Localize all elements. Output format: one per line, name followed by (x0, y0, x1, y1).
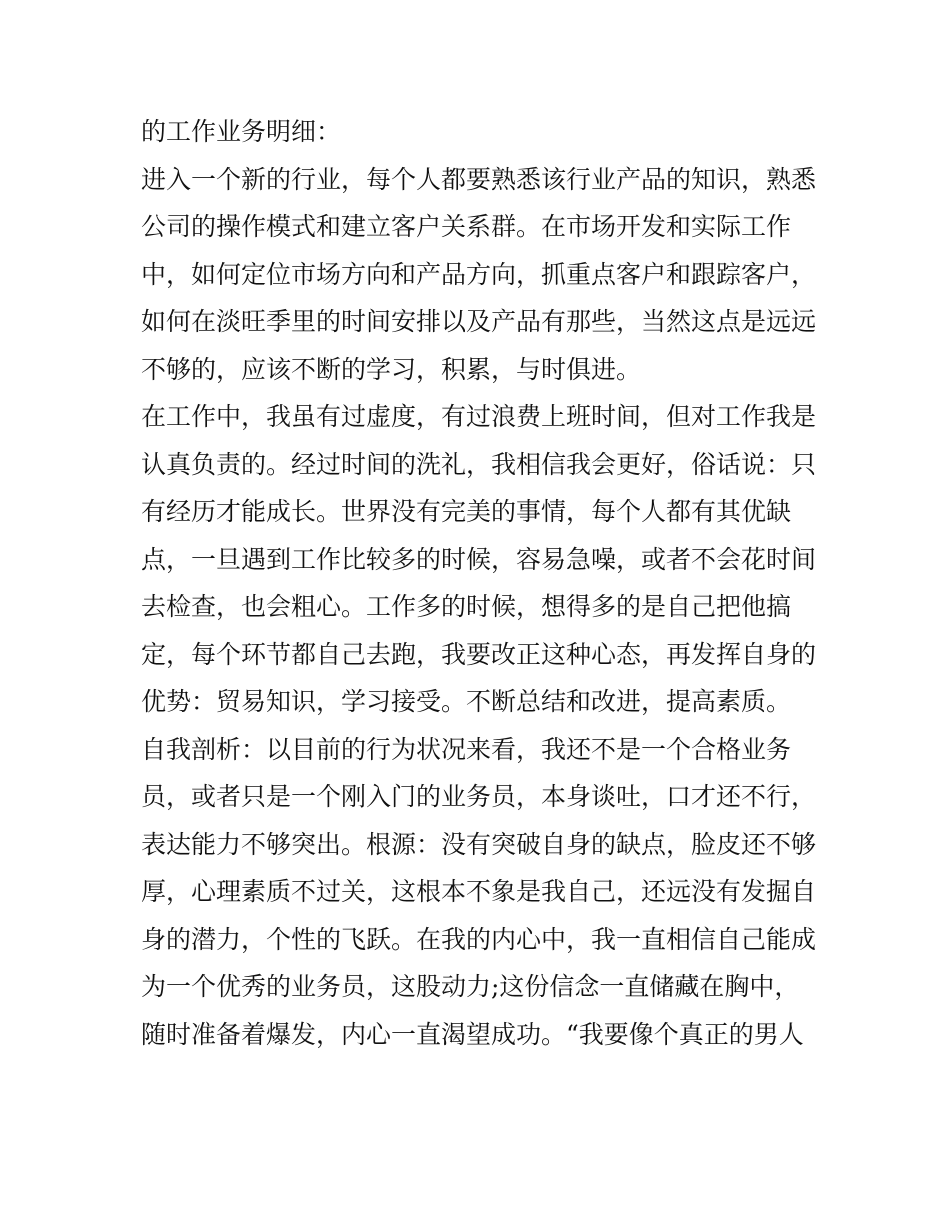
text-line: 去检查，也会粗心。工作多的时候，想得多的是自己把他搞 (141, 592, 792, 621)
text-line: 为一个优秀的业务员，这股动力;这份信念一直储藏在胸中， (141, 972, 800, 1001)
text-line: 中，如何定位市场方向和产品方向，抓重点客户和跟踪客户， (141, 259, 817, 289)
text-line: 的工作业务明细： (141, 117, 342, 146)
text-line: 进入一个新的行业，每个人都要熟悉该行业产品的知识，熟悉 (141, 164, 817, 194)
text-line: 随时准备着爆发，内心一直渴望成功。“我要像个真正的男人 (141, 1019, 804, 1049)
text-line: 表达能力不够突出。根源：没有突破自身的缺点，脸皮还不够 (141, 829, 817, 859)
text-line: 不够的，应该不断的学习，积累，与时俱进。 (141, 354, 642, 384)
text-line: 在工作中，我虽有过虚度，有过浪费上班时间，但对工作我是 (141, 402, 817, 431)
text-line: 有经历才能成长。世界没有完美的事情，每个人都有其优缺 (141, 497, 792, 526)
text-line: 自我剖析：以目前的行为状况来看，我还不是一个合格业务 (141, 734, 792, 764)
text-line: 员，或者只是一个刚入门的业务员，本身谈吐，口才还不行， (141, 782, 817, 811)
text-line: 身的潜力，个性的飞跃。在我的内心中，我一直相信自己能成 (141, 924, 817, 954)
text-line: 定，每个环节都自己去跑，我要改正这种心态，再发挥自身的 (141, 639, 817, 669)
text-line: 公司的操作模式和建立客户关系群。在市场开发和实际工作 (141, 212, 792, 241)
text-line: 如何在淡旺季里的时间安排以及产品有那些，当然这点是远远 (141, 307, 817, 336)
text-line: 认真负责的。经过时间的洗礼，我相信我会更好，俗话说：只 (141, 449, 817, 479)
document-body (141, 108, 821, 1058)
text-line: 优势：贸易知识，学习接受。不断总结和改进，提高素质。 (141, 687, 792, 716)
text-line: 点，一旦遇到工作比较多的时候，容易急噪，或者不会花时间 (141, 544, 817, 574)
text-line: 厚，心理素质不过关，这根本不象是我自己，还远没有发掘自 (141, 877, 817, 906)
